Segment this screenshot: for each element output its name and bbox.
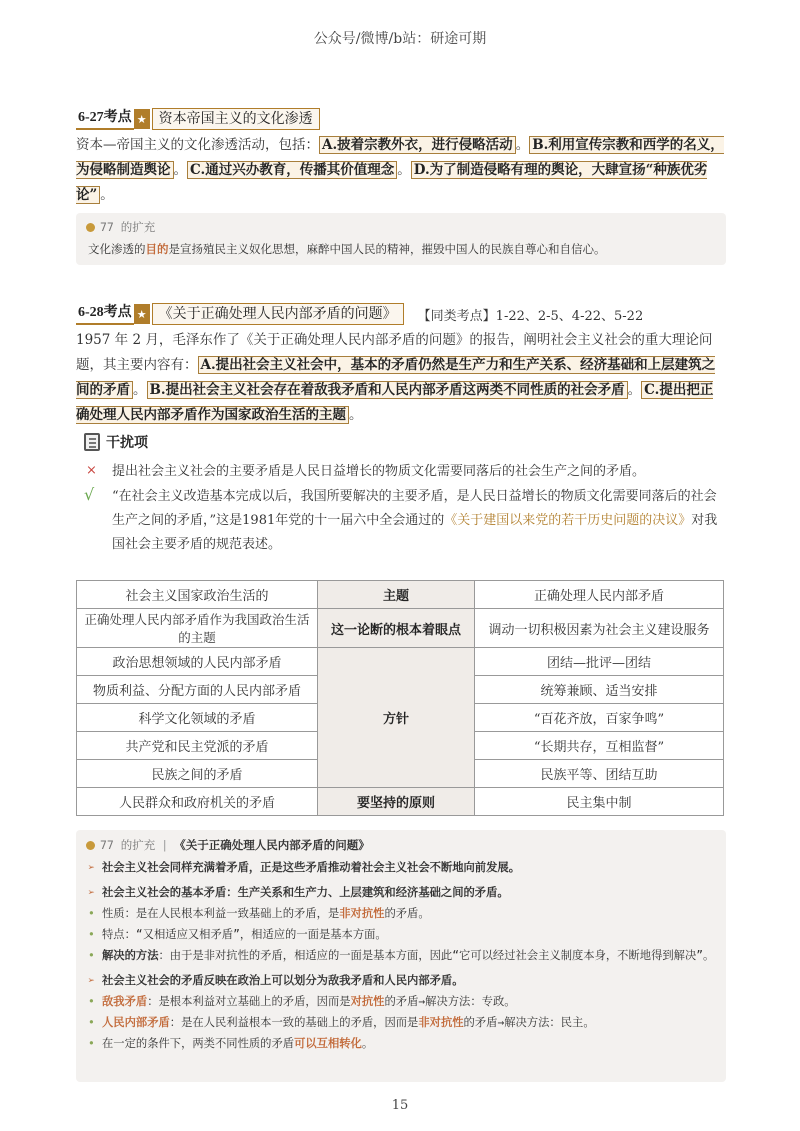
text: ：是在人民利益根本一致的基础上的矛盾，因而是 <box>169 1016 419 1029</box>
text: 解决的方法 <box>102 949 159 962</box>
emphasis-text: 可以互相转化 <box>294 1037 362 1050</box>
expansion-label-text: 77 的扩充 <box>100 220 156 234</box>
point-b: B.提出社会主义社会存在着敌我矛盾和人民内部矛盾这两类不同性质的社会矛盾 <box>147 381 628 399</box>
text: 对我国社会主要矛盾的规范表述。 <box>112 513 718 552</box>
notepad-icon <box>84 433 100 451</box>
kaodian-tag: 6-27考点 <box>76 108 134 130</box>
table-cell: 正确处理人民内部矛盾 <box>475 581 724 609</box>
bullet-icon: • <box>88 995 95 1008</box>
list-item <box>76 991 726 1012</box>
emphasis-text: 对抗性 <box>350 995 385 1008</box>
table-cell: 统筹兼顾、适当安排 <box>475 676 724 704</box>
point-b: B.利用宣传宗教和西学的名义，为侵略制造舆论 <box>76 137 724 178</box>
text: 的矛盾→解决方法：专政。 <box>384 995 516 1008</box>
point-a: A.提出社会主义社会中，基本的矛盾仍然是生产力和生产关系、经济基础和上层建筑之间的矛盾 <box>76 357 716 398</box>
table-cell: 正确处理人民内部矛盾作为我国政治生活的主题 <box>77 609 318 648</box>
list-item <box>76 882 726 903</box>
lightbulb-icon <box>86 223 95 232</box>
table-row <box>77 788 724 816</box>
table-cell: “长期共存，互相监督” <box>475 732 724 760</box>
list-item <box>76 970 726 991</box>
text: 社会主义社会的矛盾反映在政治上可以划分为敌我矛盾和人民内部矛盾。 <box>102 974 464 987</box>
arrow-icon: ➢ <box>88 974 95 987</box>
contradiction-table <box>76 580 724 816</box>
expansion-box-2 <box>76 830 726 1082</box>
distractor-heading <box>84 432 148 452</box>
table-cell: 主题 <box>318 581 475 609</box>
table-cell: “百花齐放，百家争鸣” <box>475 704 724 732</box>
table-cell: 要坚持的原则 <box>318 788 475 816</box>
text: 的矛盾→解决方法：民主。 <box>463 1016 595 1029</box>
section-6-28-heading <box>76 303 643 325</box>
bullet-icon: • <box>88 949 95 962</box>
expansion-box-1 <box>76 213 726 265</box>
kaodian-title: 《关于正确处理人民内部矛盾的问题》 <box>152 303 404 325</box>
wrong-mark-icon: × <box>86 463 97 478</box>
text: 文化渗透的 <box>88 242 146 256</box>
table-cell: 民族平等、团结互助 <box>475 760 724 788</box>
point-c: C.提出把正确处理人民内部矛盾作为国家政治生活的主题 <box>76 382 714 423</box>
table-cell: 民主集中制 <box>475 788 724 816</box>
bullet-icon: • <box>88 928 95 941</box>
list-item <box>76 1012 726 1033</box>
arrow-icon: ➢ <box>88 886 95 899</box>
list-item <box>76 924 726 945</box>
check-mark-icon: √ <box>84 485 95 504</box>
distractor-title: 干扰项 <box>106 435 148 451</box>
text: “在社会主义改造基本完成以后，我国所要解决的主要矛盾，是人民日益增长的物质文化需要同落后的社会生产之间的矛盾，”这是1981年党的十一届六中全会通过的 <box>112 489 717 528</box>
text: ：是根本利益对立基础上的矛盾，因而是 <box>147 995 351 1008</box>
expansion-header <box>76 830 726 853</box>
table-cell: 共产党和民主党派的矛盾 <box>77 732 318 760</box>
text: 在一定的条件下，两类不同性质的矛盾 <box>102 1037 295 1050</box>
text: 社会主义社会同样充满着矛盾，正是这些矛盾推动着社会主义社会不断地向前发展。 <box>102 861 520 874</box>
text: 是宣扬殖民主义奴化思想，麻醉中国人民的精神，摧毁中国人的民族自尊心和自信心。 <box>168 242 606 256</box>
sep: 。 <box>133 382 147 398</box>
bullet-icon: • <box>88 907 95 920</box>
document-title: 《关于建国以来党的若干历史问题的决议》 <box>444 513 692 528</box>
page-number: 15 <box>391 1098 409 1113</box>
list-item <box>76 945 726 966</box>
text: 。 <box>361 1037 374 1050</box>
page-header: 公众号/微博/b站：研途可期 <box>313 31 487 47</box>
section-6-28-body <box>76 328 726 428</box>
sep: 。 <box>627 382 642 398</box>
table-cell: 方针 <box>318 648 475 788</box>
bullet-icon: • <box>88 1037 95 1050</box>
emphasis-text: 敌我矛盾 <box>102 995 148 1008</box>
related-points: 【同类考点】1-22、2-5、4-22、5-22 <box>417 308 644 324</box>
emphasis-text: 人民内部矛盾 <box>102 1016 170 1029</box>
star-icon: ★ <box>134 304 150 324</box>
point-a: A.披着宗教外衣，进行侵略活动 <box>319 136 516 154</box>
sep: 。 <box>173 162 187 178</box>
bullet-icon: • <box>88 1016 95 1029</box>
table-cell: 这一论断的根本着眼点 <box>318 609 475 648</box>
list-item <box>76 903 726 924</box>
table-cell: 政治思想领域的人民内部矛盾 <box>77 648 318 676</box>
emphasis-text: 目的 <box>145 242 169 256</box>
sep: 。 <box>349 407 363 423</box>
list-item <box>76 1033 726 1054</box>
table-cell: 社会主义国家政治生活的 <box>77 581 318 609</box>
sep: 。 <box>515 137 530 153</box>
distractor-wrong: 提出社会主义社会的主要矛盾是人民日益增长的物质文化需要同落后的社会生产之间的矛盾。 <box>112 464 646 479</box>
distractor-correct <box>112 485 724 557</box>
table-cell: 调动一切积极因素为社会主义建设服务 <box>475 609 724 648</box>
sep: 。 <box>397 162 411 178</box>
text: 性质：是在人民根本利益一致基础上的矛盾，是 <box>102 907 340 920</box>
star-icon: ★ <box>134 109 150 129</box>
table-row <box>77 581 724 609</box>
text: 特点：“又相适应又相矛盾”，相适应的一面是基本方面。 <box>102 928 387 941</box>
point-c: C.通过兴办教育，传播其价值理念 <box>187 161 397 179</box>
expansion-label <box>76 213 726 235</box>
sep: 。 <box>100 187 114 203</box>
table-cell: 团结—批评—团结 <box>475 648 724 676</box>
expansion-text <box>76 235 726 265</box>
expansion-label-text: 77 的扩充 <box>100 838 156 852</box>
lightbulb-icon <box>86 841 95 850</box>
emphasis-text: 非对抗性 <box>418 1016 464 1029</box>
section-6-27-body <box>76 133 726 208</box>
table-row <box>77 609 724 648</box>
intro-text: 资本—帝国主义的文化渗透活动，包括： <box>76 137 319 153</box>
divider: | <box>161 838 169 852</box>
text: ：由于是非对抗性的矛盾，相适应的一面是基本方面，因此“它可以经过社会主义制度本身，不断地得到解决”。 <box>158 949 715 962</box>
text: 社会主义社会的基本矛盾：生产关系和生产力、上层建筑和经济基础之间的矛盾。 <box>102 886 509 899</box>
arrow-icon: ➢ <box>88 861 95 874</box>
table-cell: 民族之间的矛盾 <box>77 760 318 788</box>
kaodian-title: 资本帝国主义的文化渗透 <box>152 108 320 130</box>
table-cell: 人民群众和政府机关的矛盾 <box>77 788 318 816</box>
point-d: D.为了制造侵略有理的舆论，大肆宣扬“种族优劣论” <box>76 162 708 203</box>
section-6-27-heading <box>76 108 320 130</box>
text: 的矛盾。 <box>384 907 430 920</box>
table-cell: 科学文化领域的矛盾 <box>77 704 318 732</box>
kaodian-tag: 6-28考点 <box>76 303 134 325</box>
table-cell: 物质利益、分配方面的人民内部矛盾 <box>77 676 318 704</box>
intro-text: 1957 年 2 月，毛泽东作了《关于正确处理人民内部矛盾的问题》的报告，阐明社会主义社会的重大理论问题，其主要内容有： <box>76 332 713 373</box>
expansion-title: 《关于正确处理人民内部矛盾的问题》 <box>174 838 370 852</box>
table-row <box>77 648 724 676</box>
list-item <box>76 857 726 878</box>
emphasis-text: 非对抗性 <box>339 907 385 920</box>
